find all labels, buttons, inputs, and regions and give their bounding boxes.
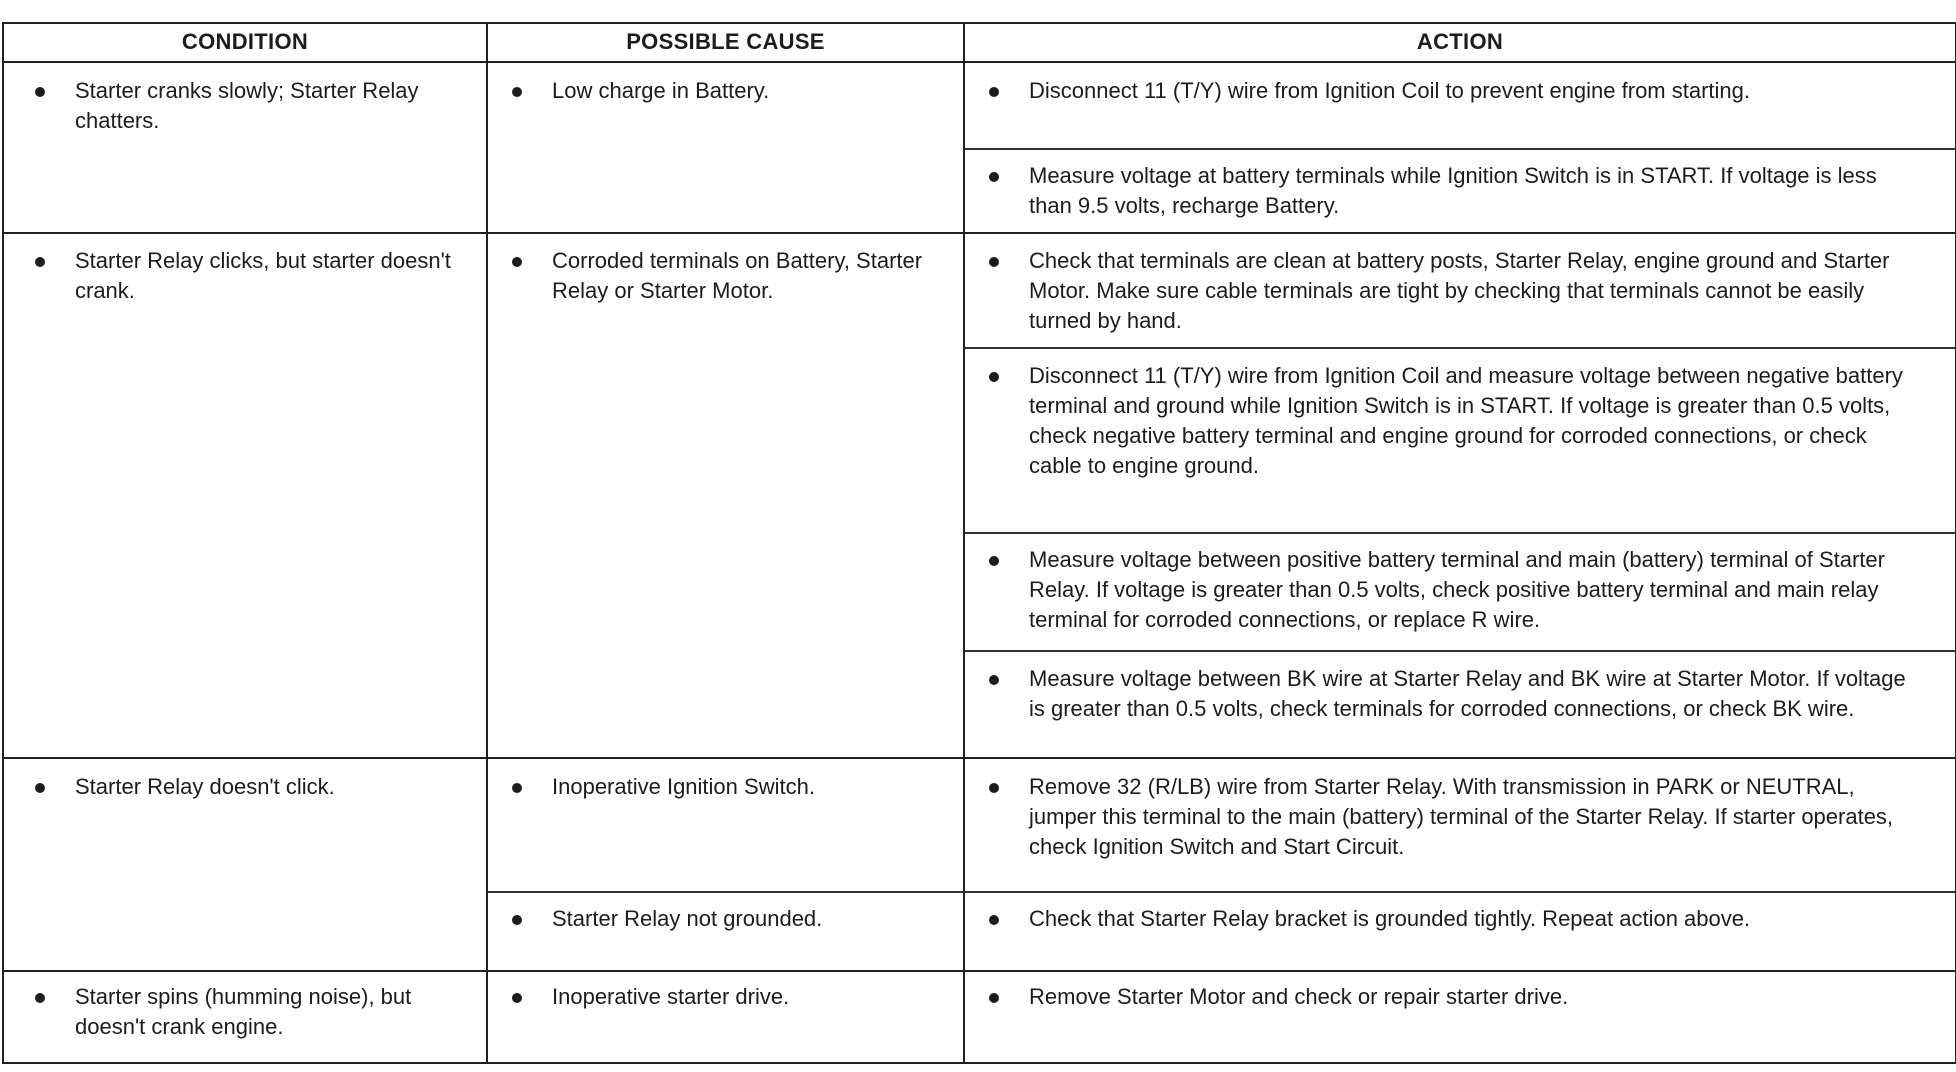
- bullet-icon: [512, 993, 522, 1003]
- bullet-icon: [989, 257, 999, 267]
- row-divider: [2, 970, 1956, 972]
- table-bottom-border: [2, 1062, 1956, 1064]
- bullet-icon: [512, 87, 522, 97]
- bullet-icon: [512, 783, 522, 793]
- bullet-icon: [989, 915, 999, 925]
- action-divider: [965, 148, 1955, 150]
- bullet-icon: [989, 172, 999, 182]
- bullet-icon: [989, 993, 999, 1003]
- column-divider: [963, 22, 965, 1064]
- troubleshooting-table: CONDITION POSSIBLE CAUSE ACTION Starter cranks slowly; Starter Relay chatters. Low charge in Battery. Disconnect 11 (T/Y) wire from Ignition Coil to prevent engine from starting. Measure voltage at battery terminals while Ignition Switch is in START. If voltage is less than 9.5 volts, recharge Battery. Starter Relay clicks, but starter doesn't crank. Corroded terminals on Battery, Starter Relay or Starter Motor. Check that terminals are clean at battery posts, Starter Relay, engine ground and Starter Motor. Make sure cable terminals are tight by checking that terminals cannot be easily turned by hand. Disconnect 11 (T/Y) wire from Ignition Coil and measure voltage between negative battery terminal and ground while Ignition Switch is in START. If voltage is greater than 0.5 volts, check negative battery terminal and engine ground for corroded connections, or check cable to engine ground. Measure voltage between positive battery terminal and main (battery) terminal of Starter Relay. If voltage is greater than 0.5 volts, check positive battery terminal and main relay terminal for corroded connections, or replace R wire. Measure voltage between BK wire at Starter Relay and BK wire at Starter Motor. If voltage is greater than 0.5 volts, check terminals for corroded connections, or check BK wire. Starter Relay doesn't click. Inoperative Ignition Switch. Starter Relay not grounded. Remove 32 (R/LB) wire from Starter Relay. With transmission in PARK or NEUTRAL, jumper this terminal to the main (battery) terminal of the Starter Relay. If starter operates, check Ignition Switch and Start Circuit. Check that Starter Relay bracket is grounded tightly. Repeat action above. Starter spins (humming noise), but doesn't crank engine. Inoperative starter drive. Remove Starter Motor and check or repair starter drive.: [2, 22, 1956, 1064]
- bullet-icon: [35, 993, 45, 1003]
- action-divider: [965, 532, 1955, 534]
- header-action: ACTION: [1416, 29, 1504, 54]
- cause-action-divider: [488, 891, 1955, 893]
- bullet-icon: [35, 257, 45, 267]
- table-left-border: [2, 22, 4, 1064]
- action-divider: [965, 347, 1955, 349]
- bullet-icon: [512, 915, 522, 925]
- bullet-icon: [35, 87, 45, 97]
- row-divider: [2, 232, 1956, 234]
- bullet-icon: [989, 372, 999, 382]
- bullet-icon: [989, 556, 999, 566]
- bullet-icon: [512, 257, 522, 267]
- bullet-icon: [35, 783, 45, 793]
- bullet-icon: [989, 783, 999, 793]
- header-condition: CONDITION: [181, 29, 309, 54]
- bullet-icon: [989, 675, 999, 685]
- header-cause: POSSIBLE CAUSE: [626, 29, 825, 54]
- action-divider: [965, 650, 1955, 652]
- row-divider: [2, 757, 1956, 759]
- column-divider: [486, 22, 488, 1064]
- bullet-icon: [989, 87, 999, 97]
